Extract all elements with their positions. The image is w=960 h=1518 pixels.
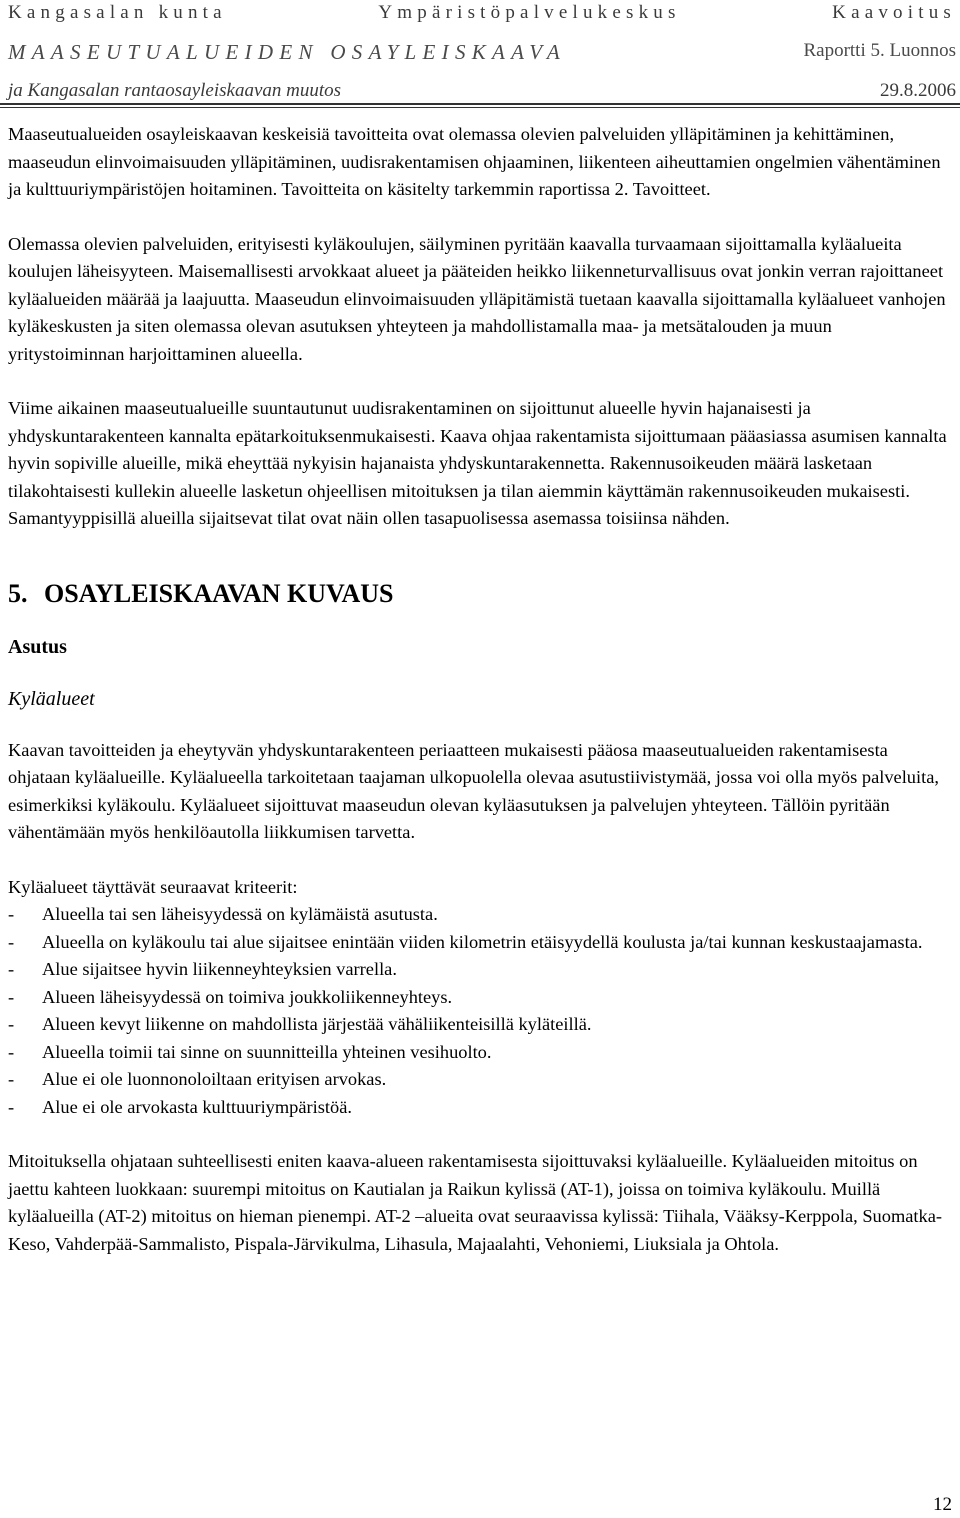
paragraph-dimensioning: Mitoituksella ohjataan suhteellisesti eniten kaava-alueen rakentamisesta sijoittuvaksi kyläalueille. Kyläalueiden mitoitus on jaettu kahteen luokkaan: suurempi mitoitus on Kautialan ja Raikun kylissä (AT-1), joissa on toimiva kyläkoulu. Muillä kyläalueilla (AT-2) mitoitus on hieman pienempi. AT-2 –alueita ovat seuraavissa kylissä: Tiihala, Vääksy-Kerppola, Suomatka-Keso, Vahderpää-Sammalisto, Pispala-Järvikulma, Lihasula, Majaalahti, Vehoniemi, Liuksiala ja Ohtola. bbox=[8, 1151, 943, 1254]
header-unit: Kaavoitus bbox=[832, 2, 956, 23]
header-top-row bbox=[8, 2, 956, 26]
list-item: - Alue ei ole luonnonoloiltaan erityisen arvokas. bbox=[8, 1066, 948, 1094]
subheading-kylaalueet: Kyläalueet bbox=[8, 687, 95, 710]
criteria-list bbox=[8, 901, 948, 1121]
paragraph-village-areas: Kaavan tavoitteiden ja eheytyvän yhdyskuntarakenteen periaatteen mukaisesti pääosa maaseutualueiden rakentamisesta ohjataan kyläalueille. Kyläalueella tarkoitetaan taajaman ulkopuolella olevaa asutustiivistymää, jossa voi olla myös palveluita, esimerkiksi kyläkoulu. Kyläalueet sijoittuvat maaseudun olevan kyläasutuksen ja palvelujen yhteyteen. Tällöin pyritään vähentämään myös henkilöautolla liikkumisen tarvetta. bbox=[8, 739, 939, 842]
list-item: - Alueella toimii tai sinne on suunnitteilla yhteinen vesihuolto. bbox=[8, 1039, 948, 1067]
list-item: - Alueen läheisyydessä on toimiva joukkoliikenneyhteys. bbox=[8, 984, 948, 1012]
page-body bbox=[8, 121, 948, 1258]
paragraph-goals: Maaseutualueiden osayleiskaavan keskeisiä tavoitteita ovat olemassa olevien palveluiden ylläpitäminen ja kehittäminen, maaseudun elinvoimaisuuden ylläpitäminen, uudisrakentamisen ohjaaminen, liikenteen aiheuttamien ongelmien vähentäminen ja kulttuuriympäristöjen hoitaminen. Tavoitteita on käsitelty tarkemmin raportissa 2. Tavoitteet. bbox=[8, 124, 941, 199]
list-item: - Alue sijaitsee hyvin liikenneyhteyksien varrella. bbox=[8, 956, 948, 984]
header-report: Raportti 5. Luonnos bbox=[803, 40, 956, 61]
header-subtitle: ja Kangasalan rantaosayleiskaavan muutos bbox=[8, 80, 342, 101]
header-title-row bbox=[8, 40, 956, 66]
paragraph-services: Olemassa olevien palveluiden, erityisesti kyläkoulujen, säilyminen pyritään kaavalla turvaamaan sijoittamalla kyläalueita koulujen läheisyyteen. Maisemallisesti arvokkaat alueet ja pääteiden heikko liikenneturvallisuus ovat jonkin verran rajoittaneet kyläalueiden määrää ja laajuutta. Maaseudun elinvoimaisuuden ylläpitämistä tuetaan kaavalla sijoittamalla kyläalueet vanhojen kyläkeskusten ja siten olemassa olevan asutuksen yhteyteen ja mahdollistamalla maa- ja metsätalouden ja muun yritystoiminnan harjoittaminen alueella. bbox=[8, 233, 946, 364]
list-item: - Alueen kevyt liikenne on mahdollista järjestää vähäliikenteisillä kyläteillä. bbox=[8, 1011, 948, 1039]
criteria-intro: Kyläalueet täyttävät seuraavat kriteerit: bbox=[8, 876, 298, 897]
header-dept: Ympäristöpalvelukeskus bbox=[378, 2, 681, 23]
section-title: OSAYLEISKAAVAN KUVAUS bbox=[44, 578, 394, 608]
header-rule-thin bbox=[0, 107, 960, 108]
section-number: 5. bbox=[8, 578, 28, 608]
section-heading bbox=[8, 577, 948, 611]
list-item: - Alue ei ole arvokasta kulttuuriympäristöä. bbox=[8, 1094, 948, 1122]
header-doc-title: MAASEUTUALUEIDEN OSAYLEISKAAVA bbox=[8, 40, 566, 64]
header-date: 29.8.2006 bbox=[880, 80, 956, 101]
subheading-asutus: Asutus bbox=[8, 635, 67, 658]
list-item: - Alueella tai sen läheisyydessä on kylämäistä asutusta. bbox=[8, 901, 948, 929]
header-rule bbox=[0, 103, 960, 105]
paragraph-construction: Viime aikainen maaseutualueille suuntautunut uudisrakentaminen on sijoittunut alueelle hyvin hajanaisesti ja yhdyskuntarakenteen kannalta epätarkoituksenmukaisesti. Kaava ohjaa rakentamista sijoittumaan pääasiassa asumisen kannalta hyvin sopiville alueille, mikä eheyttää nykyisin hajanaista yhdyskuntarakennetta. Rakennusoikeuden määrä lasketaan tilakohtaisesti kullekin alueelle lasketun ohjeellisen mitoituksen ja tilan aiemmin käyttämän rakennusoikeuden mukaisesti. Samantyyppisillä alueilla sijaitsevat tilat ovat näin ollen tasapuolisessa asemassa toisiinsa nähden. bbox=[8, 398, 947, 528]
page-number: 12 bbox=[933, 1494, 952, 1515]
header-org: Kangasalan kunta bbox=[8, 2, 227, 23]
list-item: - Alueella on kyläkoulu tai alue sijaitsee enintään viiden kilometrin etäisyydellä koulusta ja/tai kunnan keskustaajamasta. bbox=[8, 929, 948, 957]
